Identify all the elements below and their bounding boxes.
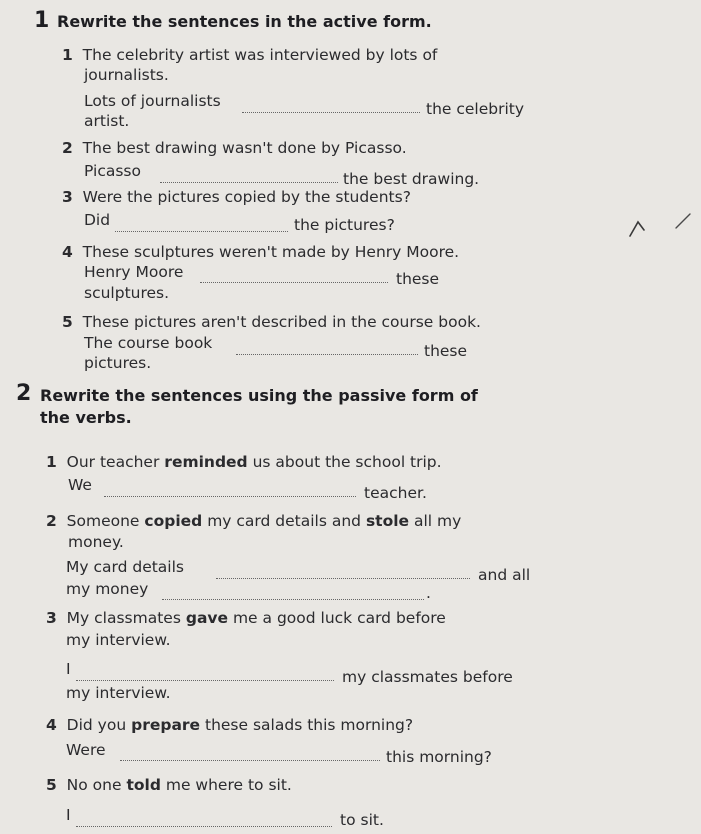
item-number: 3 [46, 609, 57, 627]
tick-mark-icon [616, 206, 696, 242]
ex2-item-2-answer2-end: . [426, 584, 431, 602]
ex2-item-3-answer-end: my classmates before [342, 668, 513, 686]
ex2-item-2-answer-end: and all [478, 566, 531, 584]
ex2-item-3-question [46, 609, 446, 628]
question-verb: gave [185, 609, 229, 627]
exercise-2-instruction-cont: the verbs. [40, 408, 132, 427]
ex2-item-2-question-cont: money. [68, 533, 124, 551]
ex1-item-2-answer-start: Picasso [84, 162, 141, 180]
question-text-mid: my card details and [207, 512, 362, 530]
ex2-item-3-answer-start: I [66, 660, 71, 678]
ex2-item-5-answer-end: to sit. [340, 811, 384, 829]
ex1-item-1-question-cont: journalists. [84, 66, 169, 84]
exercise-1-instruction: Rewrite the sentences in the active form. [57, 12, 432, 31]
ex1-item-2-answer-end: the best drawing. [343, 170, 480, 188]
question-text-pre: Someone [66, 512, 140, 530]
ex2-item-2-answer2-input[interactable] [162, 581, 424, 600]
question-verb: prepare [131, 716, 201, 734]
ex2-item-2-answer-start: My card details [66, 558, 184, 576]
question-text: The best drawing wasn't done by Picasso. [82, 139, 407, 157]
question-text: Were the pictures copied by the students? [82, 188, 411, 206]
ex1-item-1-answer-cont: artist. [84, 112, 130, 130]
question-text-post: all my [414, 512, 462, 530]
ex2-item-3-answer-cont: my interview. [66, 684, 171, 702]
ex2-item-2-answer2-start: my money [66, 580, 149, 598]
ex1-item-3-answer-start: Did [84, 211, 111, 229]
ex2-item-2-question [46, 512, 461, 531]
item-number: 4 [62, 243, 73, 261]
ex2-item-3-answer-input[interactable] [76, 662, 334, 681]
ex1-item-4-answer-start: Henry Moore [84, 263, 184, 281]
ex1-item-1-answer-end: the celebrity [426, 100, 525, 118]
ex1-item-5-answer-cont: pictures. [84, 354, 152, 372]
question-text: These pictures aren't described in the course book. [82, 313, 481, 331]
question-text-post: me where to sit. [165, 776, 292, 794]
ex2-item-1-question [46, 453, 442, 472]
ex1-item-2-question [62, 139, 407, 158]
item-number: 4 [46, 716, 57, 734]
ex1-item-3-question [62, 188, 411, 207]
ex2-item-5-question [46, 776, 292, 795]
ex1-item-5-answer-end: these [424, 342, 468, 360]
question-text-post: us about the school trip. [252, 453, 442, 471]
item-number: 5 [46, 776, 57, 794]
question-text-pre: No one [66, 776, 122, 794]
ex1-item-4-answer-cont: sculptures. [84, 284, 170, 302]
exercise-2-instruction: Rewrite the sentences using the passive form of [40, 386, 478, 405]
ex2-item-4-answer-input[interactable] [120, 742, 380, 761]
item-number: 2 [62, 139, 73, 157]
question-verb: told [126, 776, 161, 794]
ex2-item-5-answer-start: I [66, 806, 71, 824]
ex2-item-5-answer-input[interactable] [76, 808, 332, 827]
question-text: The celebrity artist was interviewed by lots of [82, 46, 438, 64]
question-text: These sculptures weren't made by Henry Moore. [82, 243, 460, 261]
question-verb-2: stole [365, 512, 410, 530]
ex1-item-1-answer-input[interactable] [242, 94, 420, 113]
ex1-item-1-answer-start: Lots of journalists [84, 92, 221, 110]
ex2-item-1-answer-input[interactable] [104, 478, 356, 497]
ex2-item-3-question-cont: my interview. [66, 631, 171, 649]
ex2-item-1-answer-end: teacher. [364, 484, 427, 502]
ex2-item-1-answer-start: We [68, 476, 92, 494]
item-number: 1 [46, 453, 57, 471]
item-number: 5 [62, 313, 73, 331]
item-number: 1 [62, 46, 73, 64]
ex1-item-5-answer-input[interactable] [236, 336, 418, 355]
question-text-pre: My classmates [66, 609, 181, 627]
question-verb: copied [144, 512, 203, 530]
item-number: 3 [62, 188, 73, 206]
item-number: 2 [46, 512, 57, 530]
ex1-item-3-answer-end: the pictures? [294, 216, 395, 234]
ex1-item-4-answer-end: these [396, 270, 440, 288]
ex1-item-4-answer-input[interactable] [200, 264, 388, 283]
question-text-pre: Did you [66, 716, 127, 734]
question-text-post: these salads this morning? [205, 716, 414, 734]
exercise-2-number: 2 [16, 381, 32, 406]
ex1-item-3-answer-input[interactable] [115, 213, 288, 232]
question-verb: reminded [164, 453, 248, 471]
ex1-item-5-question [62, 313, 481, 332]
ex1-item-2-answer-input[interactable] [160, 164, 338, 183]
ex1-item-5-answer-start: The course book [84, 334, 213, 352]
ex1-item-4-question [62, 243, 459, 262]
ex2-item-4-answer-start: Were [66, 741, 106, 759]
ex2-item-4-question [46, 716, 413, 735]
ex2-item-4-answer-end: this morning? [386, 748, 492, 766]
exercise-1-number: 1 [34, 8, 50, 33]
ex1-item-1-question [62, 46, 437, 65]
question-text-post: me a good luck card before [232, 609, 446, 627]
ex2-item-2-answer-input[interactable] [216, 560, 470, 579]
question-text-pre: Our teacher [66, 453, 160, 471]
